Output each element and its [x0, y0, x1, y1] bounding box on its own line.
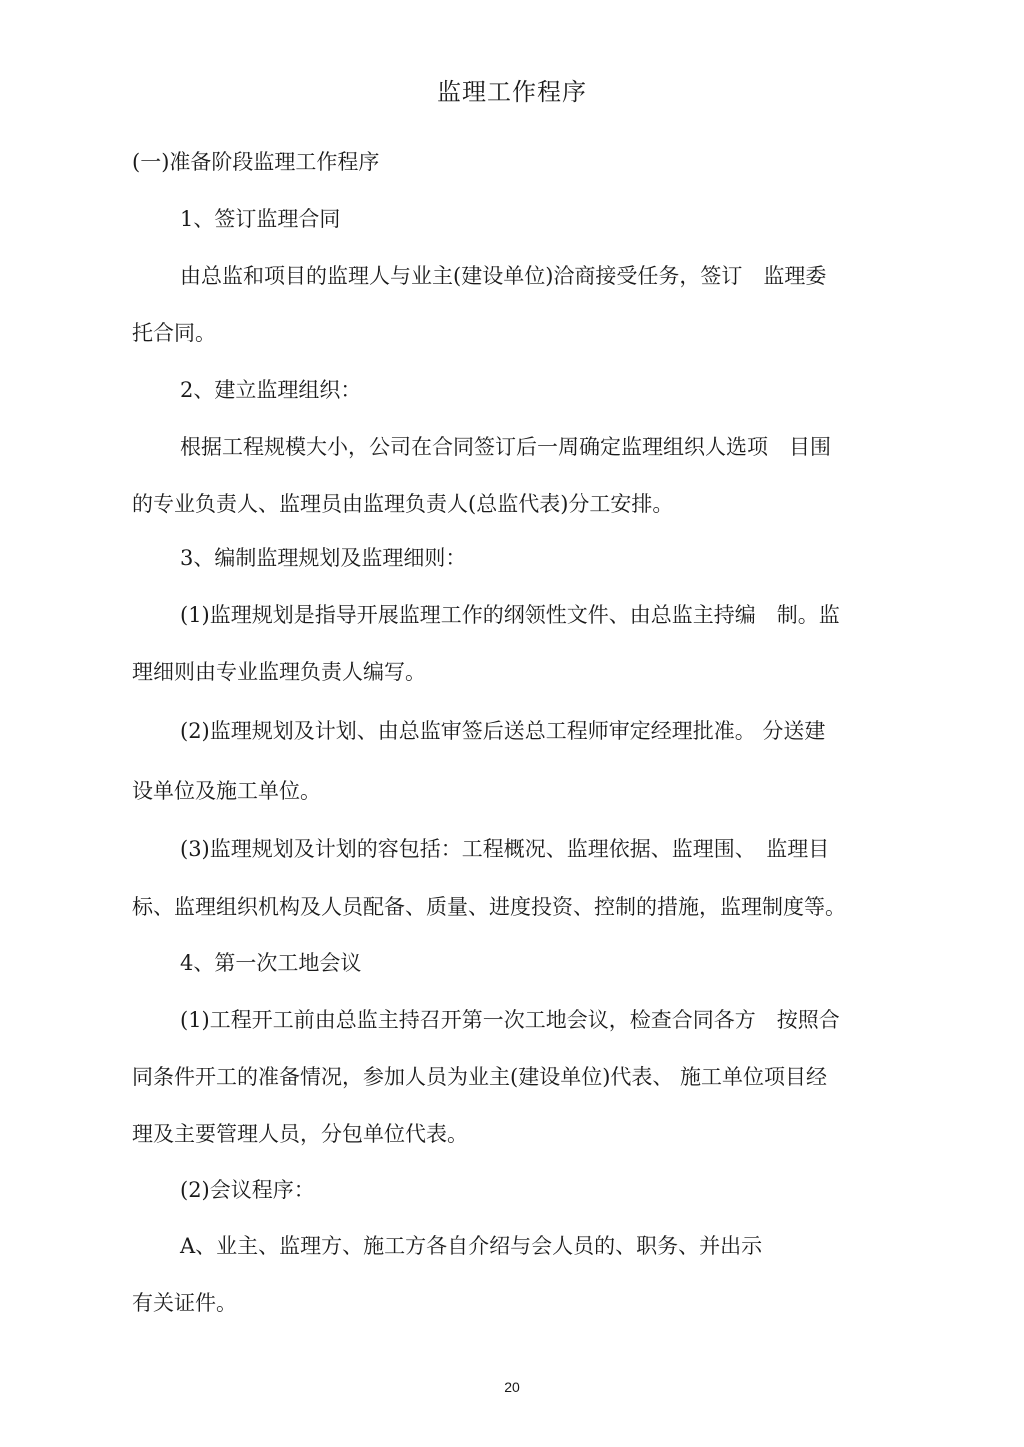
- paragraph-line: 由总监和项目的监理人与业主(建设单位)洽商接受任务，签订 监理委: [180, 264, 827, 288]
- item-heading: 1、签订监理合同: [180, 207, 341, 231]
- paragraph-line: 标、监理组织机构及人员配备、质量、进度投资、控制的措施，监理制度等。: [132, 895, 846, 919]
- paragraph-line: 理细则由专业监理负责人编写。: [132, 660, 426, 684]
- page-title: 监理工作程序: [437, 78, 587, 106]
- item-heading: 4、第一次工地会议: [180, 951, 362, 975]
- paragraph-line: 的专业负责人、监理员由监理负责人(总监代表)分工安排。: [132, 492, 674, 516]
- paragraph-line: (1)工程开工前由总监主持召开第一次工地会议，检查合同各方 按照合: [180, 1008, 840, 1032]
- paragraph-line: (2)监理规划及计划、由总监审签后送总工程师审定经理批准。 分送建: [180, 719, 826, 743]
- paragraph-line: 同条件开工的准备情况，参加人员为业主(建设单位)代表、 施工单位项目经: [132, 1065, 828, 1089]
- paragraph-line: 有关证件。: [132, 1291, 237, 1315]
- item-heading: 3、编制监理规划及监理细则：: [180, 546, 467, 570]
- item-heading: 2、建立监理组织：: [180, 378, 362, 402]
- paragraph-line: 设单位及施工单位。: [132, 779, 321, 803]
- section-heading: (一)准备阶段监理工作程序: [132, 150, 380, 174]
- paragraph-line: 根据工程规模大小，公司在合同签订后一周确定监理组织人选项 目围: [180, 435, 831, 459]
- paragraph-line: A、业主、监理方、施工方各自介绍与会人员的、职务、并出示: [180, 1234, 763, 1258]
- paragraph-line: (3)监理规划及计划的容包括：工程概况、监理依据、监理围、 监理目: [180, 837, 830, 861]
- paragraph-line: (1)监理规划是指导开展监理工作的纲领性文件、由总监主持编 制。监: [180, 603, 840, 627]
- paragraph-line: 托合同。: [132, 321, 216, 345]
- paragraph-line: 理及主要管理人员，分包单位代表。: [132, 1122, 468, 1146]
- paragraph-line: (2)会议程序：: [180, 1178, 315, 1202]
- page-number: 20: [504, 1379, 520, 1395]
